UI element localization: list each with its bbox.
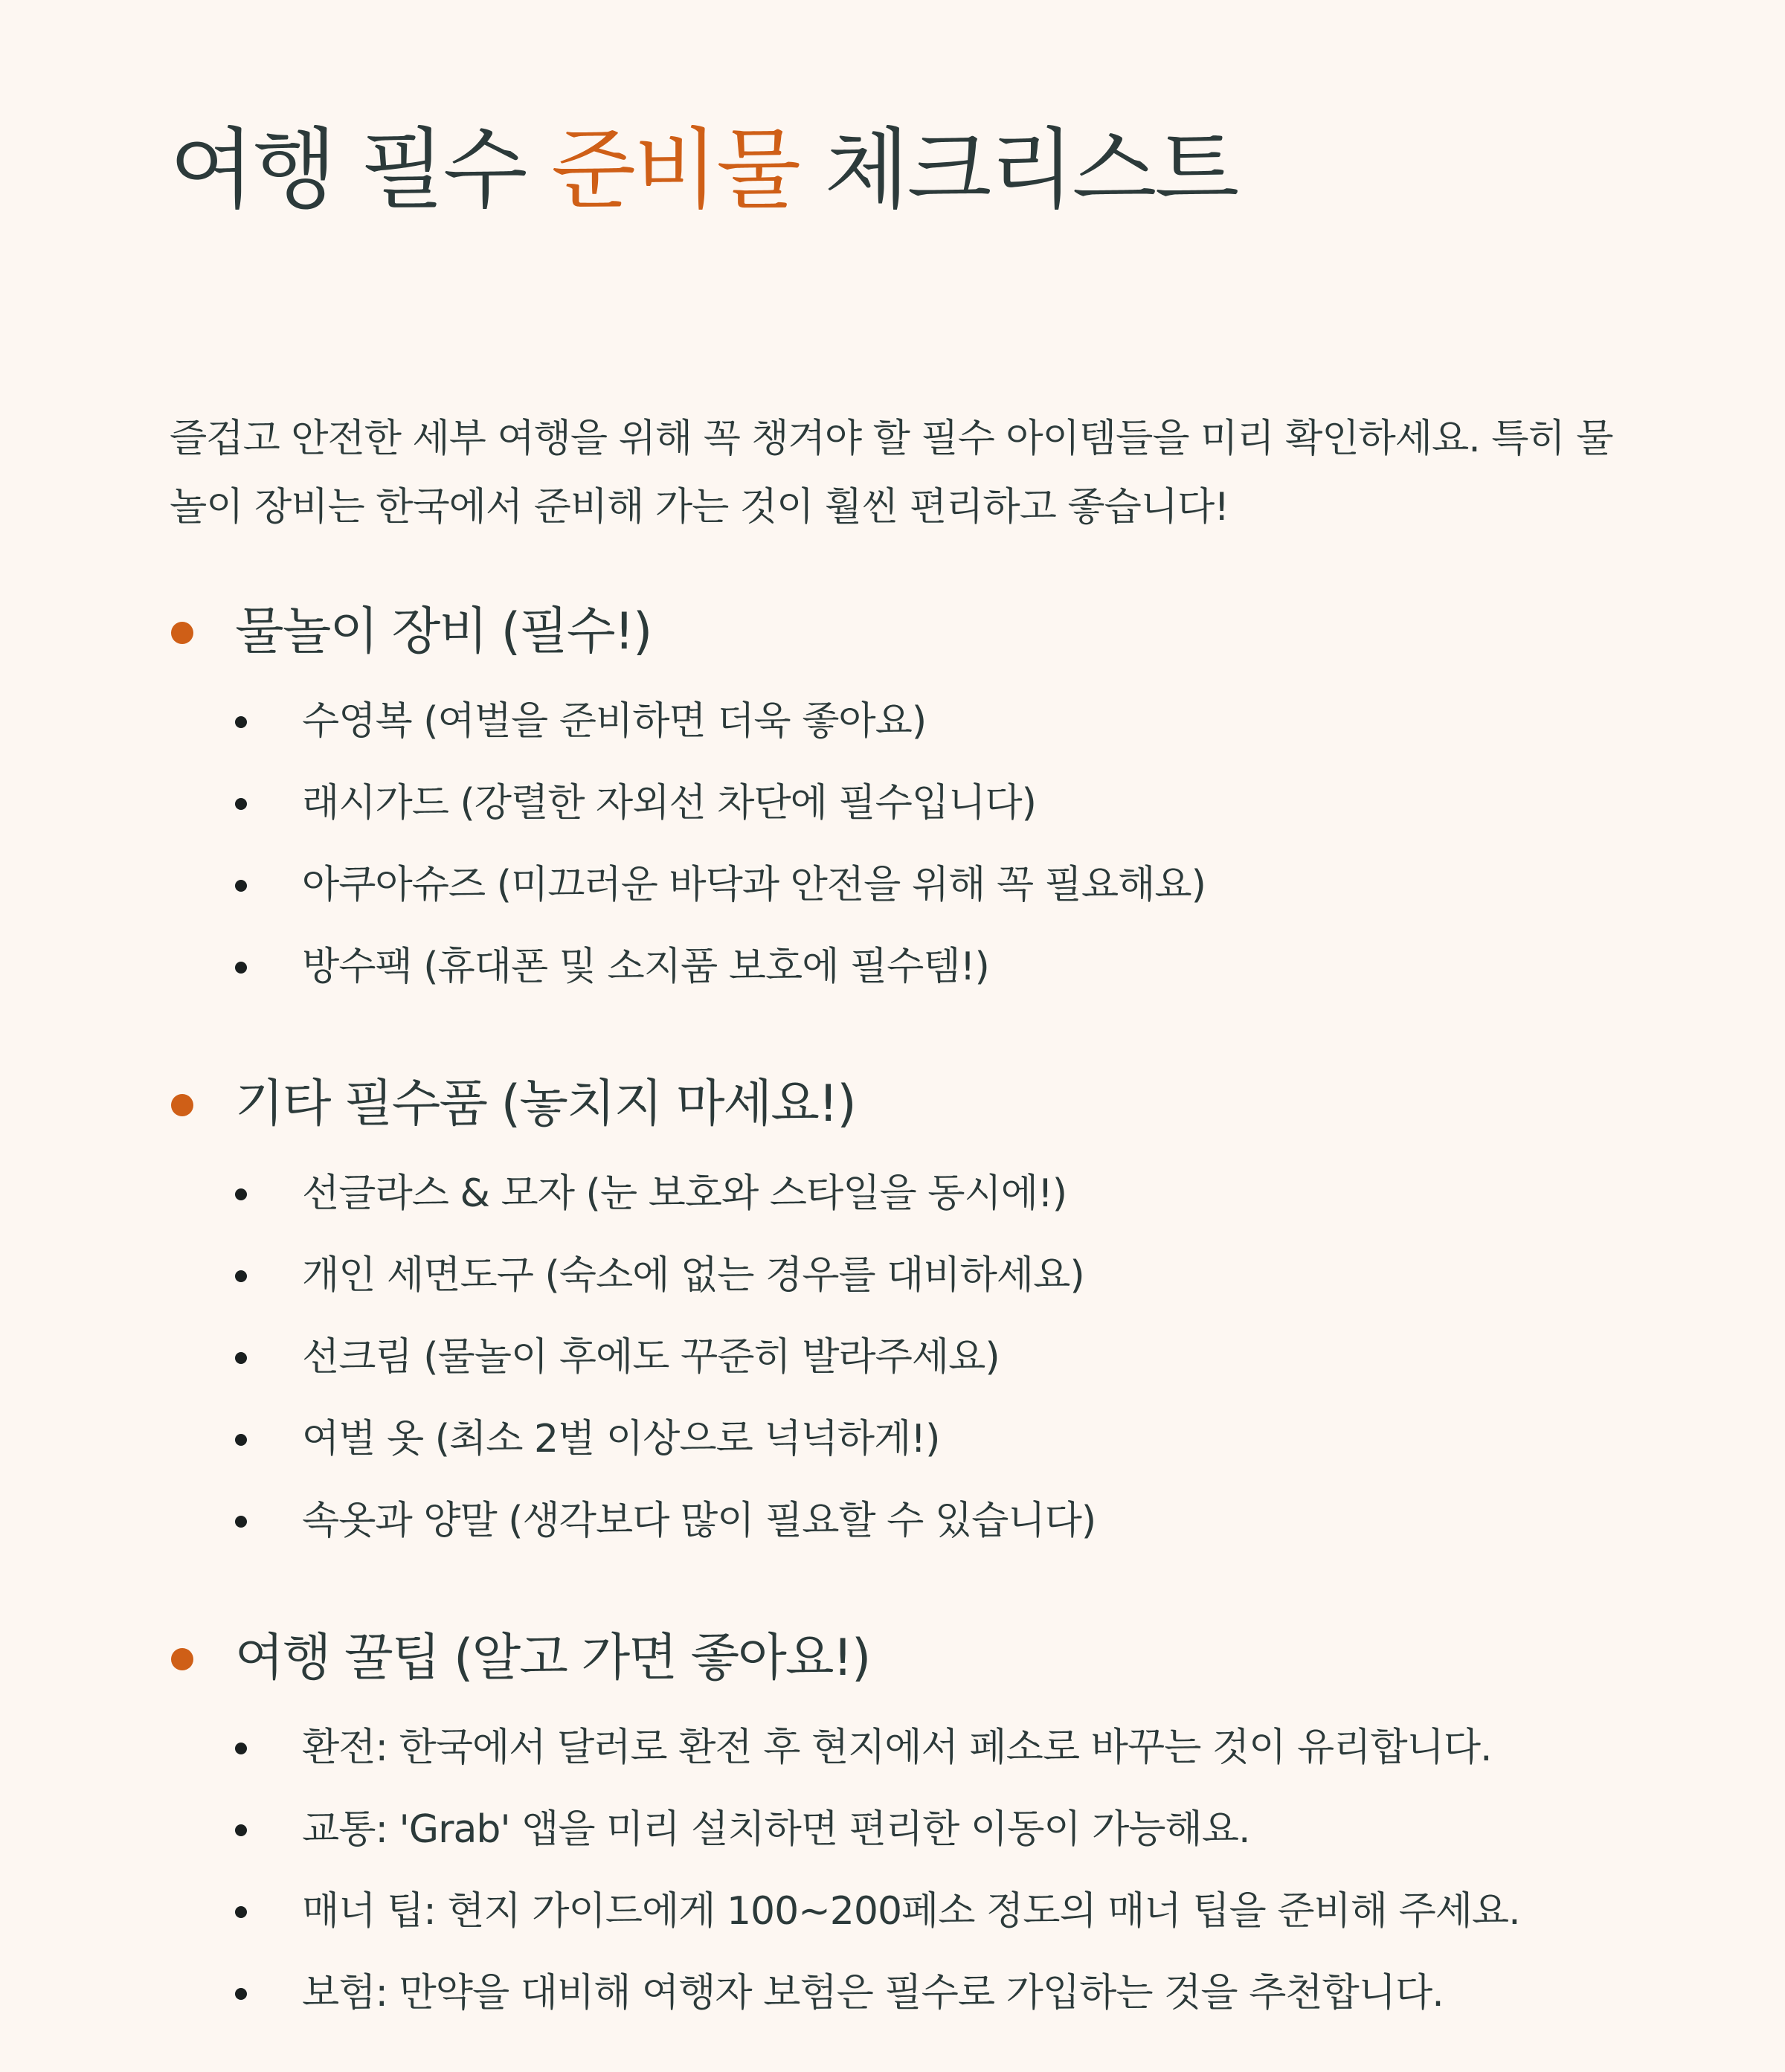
checklist-section (170, 1621, 1615, 2034)
intro-paragraph: 즐겁고 안전한 세부 여행을 위해 꼭 챙겨야 할 필수 아이템들을 미리 확인하세요. 특히 물놀이 장비는 한국에서 준비해 가는 것이 훨씬 편리하고 좋습니다! (170, 416, 1613, 530)
checklist-sections (170, 595, 1615, 2034)
section-title: 물놀이 장비 (필수!) (235, 602, 652, 661)
list-item-text: 선크림 (물놀이 후에도 꾸준히 발라주세요) (302, 1335, 1000, 1380)
list-item-text: 래시가드 (강렬한 자외선 차단에 필수입니다) (302, 781, 1036, 826)
list-item (235, 1153, 1615, 1235)
checklist-section (170, 1067, 1615, 1562)
section-title: 기타 필수품 (놓치지 마세요!) (235, 1075, 855, 1133)
list-item (235, 1707, 1615, 1789)
bullet-icon (235, 1270, 247, 1282)
bullet-icon (235, 1188, 247, 1200)
list-item-text: 매너 팁: 현지 가이드에게 100~200페소 정도의 매너 팁을 준비해 주세요. (302, 1889, 1520, 1934)
list-item (235, 1952, 1615, 2034)
list-item (235, 762, 1615, 844)
list-item (235, 1480, 1615, 1562)
list-item (235, 926, 1615, 1008)
title-text: 여행 필수 (170, 118, 551, 221)
title-accent: 준비물 (550, 118, 799, 221)
bullet-icon (235, 1352, 247, 1364)
list-item (235, 1316, 1615, 1398)
section-bullet-icon (171, 1094, 193, 1116)
list-item-text: 아쿠아슈즈 (미끄러운 바닥과 안전을 위해 꼭 필요해요) (302, 863, 1206, 907)
list-item-text: 선글라스 & 모자 (눈 보호와 스타일을 동시에!) (302, 1171, 1067, 1216)
bullet-icon (235, 962, 247, 974)
section-title: 여행 꿀팁 (알고 가면 좋아요!) (235, 1629, 870, 1687)
section-items (235, 1153, 1615, 1562)
section-bullet-icon (171, 622, 193, 644)
bullet-icon (235, 1824, 247, 1836)
list-item-text: 속옷과 양말 (생각보다 많이 필요할 수 있습니다) (302, 1499, 1096, 1543)
bullet-icon (235, 1988, 247, 2000)
section-bullet-icon (171, 1648, 193, 1670)
title-text-end: 체크리스트 (798, 118, 1238, 221)
bullet-icon (235, 880, 247, 892)
list-item-text: 환전: 한국에서 달러로 환전 후 현지에서 페소로 바꾸는 것이 유리합니다. (302, 1725, 1492, 1770)
list-item (235, 681, 1615, 762)
page-title (170, 110, 1615, 229)
bullet-icon (235, 1434, 247, 1446)
bullet-icon (235, 1906, 247, 1918)
list-item-text: 교통: 'Grab' 앱을 미리 설치하면 편리한 이동이 가능해요. (302, 1807, 1250, 1852)
list-item (235, 844, 1615, 926)
list-item-text: 여벌 옷 (최소 2벌 이상으로 넉넉하게!) (302, 1417, 940, 1461)
bullet-icon (235, 798, 247, 810)
list-item (235, 1398, 1615, 1480)
list-item (235, 1789, 1615, 1870)
list-item-text: 보험: 만약을 대비해 여행자 보험은 필수로 가입하는 것을 추천합니다. (302, 1971, 1444, 2015)
checklist-section (170, 595, 1615, 1008)
section-items (235, 681, 1615, 1008)
list-item-text: 방수팩 (휴대폰 및 소지품 보호에 필수템!) (302, 945, 989, 989)
list-item (235, 1870, 1615, 1952)
bullet-icon (235, 1743, 247, 1754)
list-item (235, 1235, 1615, 1316)
list-item-text: 개인 세면도구 (숙소에 없는 경우를 대비하세요) (302, 1253, 1084, 1298)
list-item-text: 수영복 (여벌을 준비하면 더욱 좋아요) (302, 699, 927, 744)
section-items (235, 1707, 1615, 2034)
bullet-icon (235, 716, 247, 728)
bullet-icon (235, 1516, 247, 1528)
